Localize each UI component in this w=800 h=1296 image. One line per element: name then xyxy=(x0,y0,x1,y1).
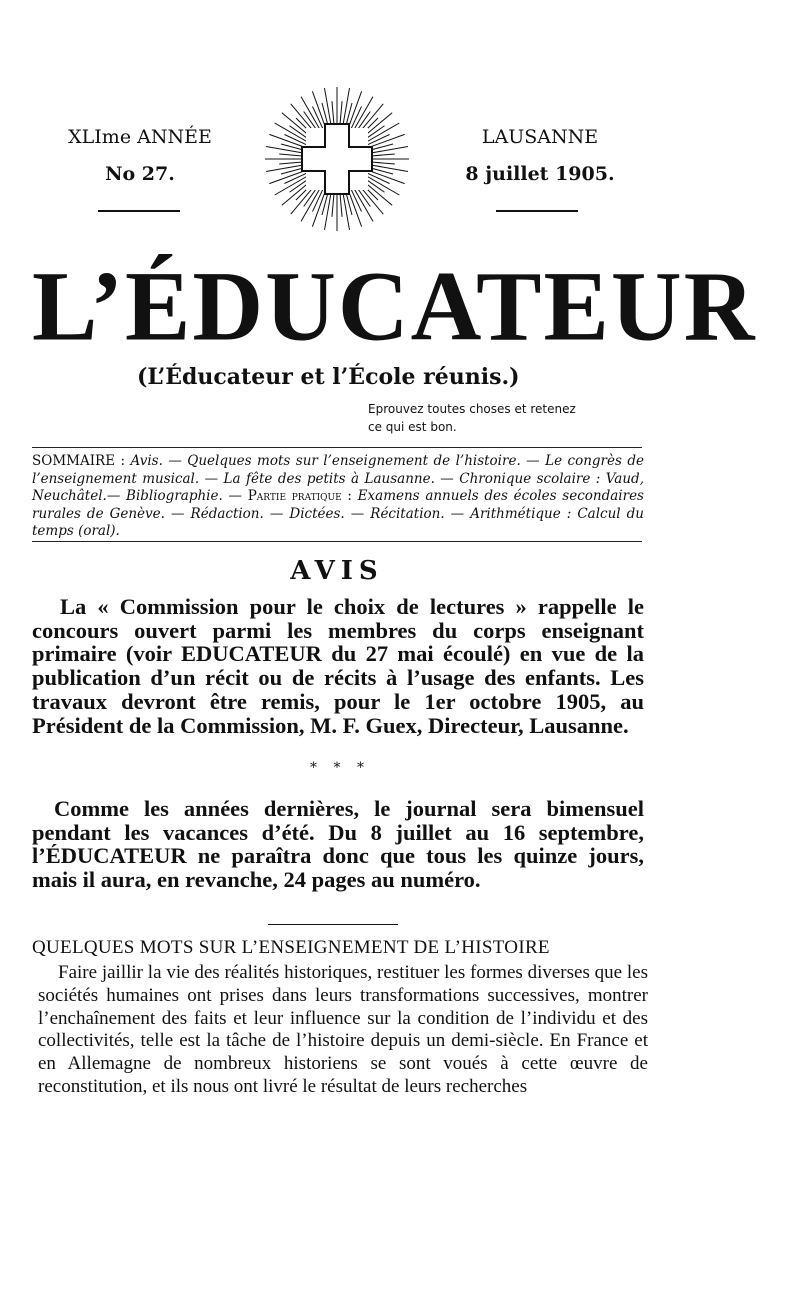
newspaper-subtitle: (L’Éducateur et l’École réunis.) xyxy=(137,364,520,390)
sunburst-ray xyxy=(352,97,373,133)
rule-right xyxy=(496,210,578,212)
asterism-separator: * * * xyxy=(310,760,370,776)
sommaire-items: Avis. — Quelques mots sur l’enseignement de l’histoire. — Le congrès de l’enseignement musical. — La fête des petits à Lausanne. — Chronique scolaire : Vaud, Neuchâtel.— Bibliographie. — xyxy=(32,453,644,504)
rule-left xyxy=(98,210,180,212)
sommaire xyxy=(32,453,644,541)
partie-pratique-label: Partie pratique : xyxy=(247,488,352,504)
sommaire-top-rule xyxy=(32,447,642,448)
article-heading: QUELQUES MOTS SUR L’ENSEIGNEMENT DE L’HISTOIRE xyxy=(32,937,550,958)
avis-paragraph-1: La « Commission pour le choix de lectures » rappelle le concours ouvert parmi les membres du corps enseignant primaire (voir EDUCATEUR du 27 mai écoulé) en vue de la publication d’un récit ou de récits à l’usage des enfants. Les travaux devront être remis, pour le 1er octobre 1905, au Président de la Commission, M. F. Guex, Directeur, Lausanne. xyxy=(32,594,644,738)
sunburst-ray xyxy=(275,123,311,144)
partie-pratique-items: Examens annuels des écoles secondaires rurales de Genève. — Rédaction. — Dictées. — Récitation. — Arithmétique : Calcul du temps (oral). xyxy=(32,488,644,539)
sunburst-ray xyxy=(301,97,322,133)
sommaire-bottom-rule xyxy=(32,541,642,542)
newspaper-title: L’ÉDUCATEUR xyxy=(32,251,757,363)
motto xyxy=(368,400,628,436)
sunburst-ray xyxy=(275,174,311,195)
article-body: Faire jaillir la vie des réalités historiques, restituer les formes diverses que les sociétés humaines ont prises dans leurs transformations successives, montrer l’enchaînement des faits et leur influence sur la condition de l’individu et des collectivités, telle est la tâche de l’histoire depuis un demi-siècle. En France et en Allemagne de nombreux historiens se sont voués à cette œuvre de reconstitution, et ils nous ont livré le résultat de leurs recherches xyxy=(38,962,648,1097)
avis-paragraph-2: Comme les années dernières, le journal sera bimensuel pendant les vacances d’été. Du 8 juillet au 16 septembre, l’ÉDUCATEUR ne paraîtra donc que tous les quinze jours, mais il aura, en revanche, 24 pages au numéro. xyxy=(32,796,644,893)
motto-line-1: Eprouvez toutes choses et retenez xyxy=(368,402,576,416)
avis-heading: AVIS xyxy=(290,556,384,586)
publication-date: 8 juillet 1905. xyxy=(465,163,615,185)
volume-year: XLIme ANNÉE xyxy=(68,126,212,148)
sunburst-ray xyxy=(363,174,399,195)
issue-number: No 27. xyxy=(105,163,175,185)
publication-city: LAUSANNE xyxy=(481,126,599,148)
sommaire-label: SOMMAIRE : xyxy=(32,453,126,469)
swiss-cross-sunburst-icon xyxy=(262,84,412,234)
sunburst-ray xyxy=(301,185,322,221)
section-divider xyxy=(268,924,398,925)
motto-line-2: ce qui est bon. xyxy=(368,420,457,434)
sunburst-ray xyxy=(352,185,373,221)
sunburst-ray xyxy=(363,123,399,144)
